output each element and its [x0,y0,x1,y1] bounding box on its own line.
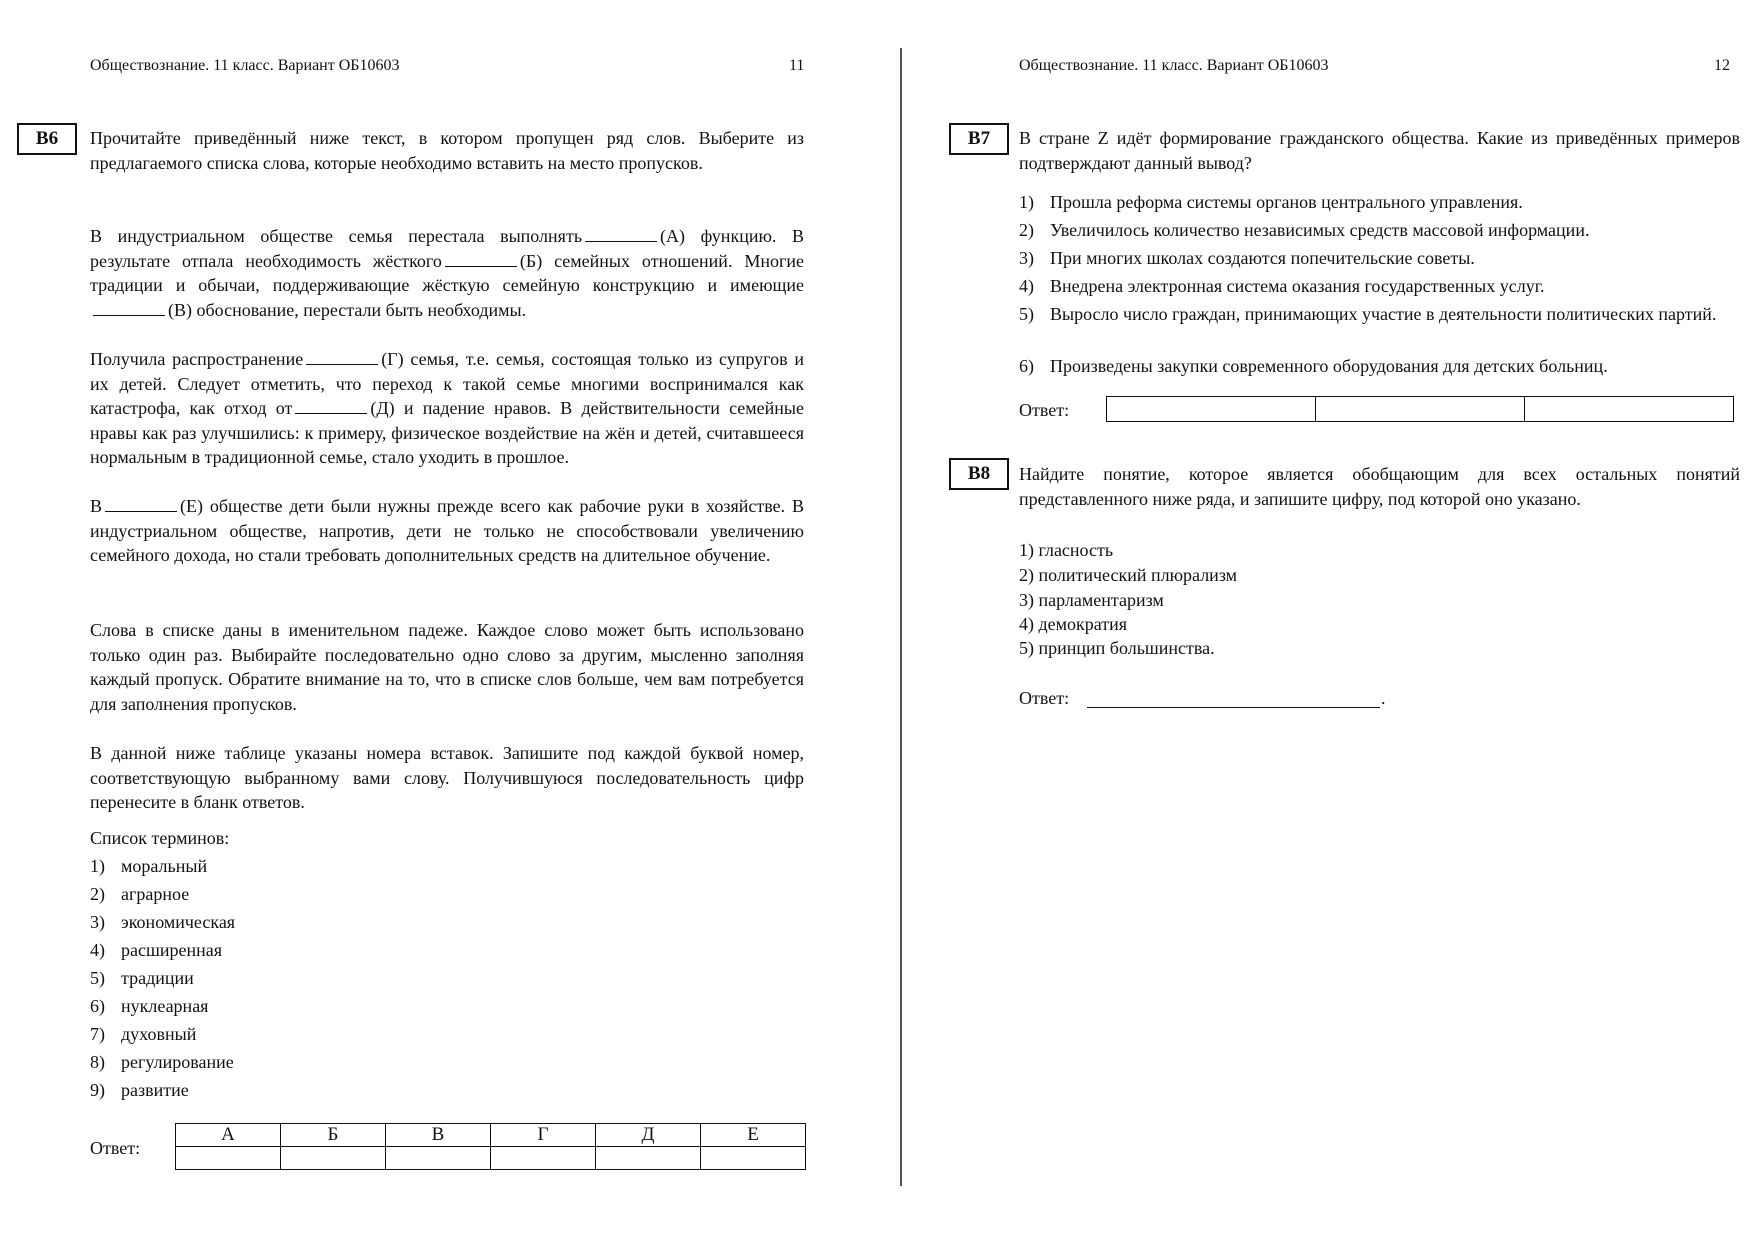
blank-c[interactable] [93,300,165,316]
right-header-title: Обществознание. 11 класс. Вариант ОБ10603 [1019,57,1329,74]
answer-letter-b: Б [281,1124,386,1147]
b7-answer-cell[interactable] [1316,397,1525,422]
term-item: 2) аграрное [90,884,190,904]
b7-option: 6) Произведены закупки современного оборудования для детских больниц. [1019,356,1608,376]
b7-answer-label: Ответ: [1019,400,1070,420]
answer-cells-row [176,1147,806,1170]
b7-answer-cell[interactable] [1107,397,1316,422]
b6-p2-b: (Г) семья, т.е. семья, состоящая только из супругов и их детей. Следует отметить, что переход к такой семье многими воспринимался как катастрофа, как отход от [90,349,804,418]
task-label-b8: B8 [949,458,1009,490]
b6-answer-table [175,1123,806,1170]
b8-option: 2) политический плюрализм [1019,565,1238,585]
b6-p1-c: (Б) семейных отношений. Многие традиции и обычаи, поддерживающие жёсткую семейную конструкцию и имеющие [90,250,804,295]
answer-letters-row [176,1124,806,1147]
b6-p1-a: В индустриальном обществе семья перестала выполнять [90,226,583,246]
page-divider [900,48,902,1186]
b6-p1-d: (В) обоснование, перестали быть необходимы. [168,299,527,320]
terms-title: Список терминов: [90,828,230,848]
answer-letter-v: В [386,1124,491,1147]
b8-option: 3) парламентаризм [1019,590,1164,610]
b8-question: Найдите понятие, которое является обобщающим для всех остальных понятий представленного ниже ряда, и запишите цифру, под которой оно указано. [1019,464,1740,509]
b7-option: 3) При многих школах создаются попечительские советы. [1019,248,1475,268]
blank-e[interactable] [105,496,177,512]
b8-option: 5) принцип большинства. [1019,638,1215,658]
blank-d[interactable] [295,398,367,414]
b6-p3-b: (Е) обществе дети были нужны прежде всего как рабочие руки в хозяйстве. В индустриальном обществе, напротив, дети не только не способствовали увеличению семейного дохода, но стали требовать дополнительных средств на длительное обучение. [90,496,804,565]
b6-passage-p1 [90,224,804,322]
b7-option: 4) Внедрена электронная система оказания государственных услуг. [1019,276,1545,296]
term-item: 1) моральный [90,856,208,876]
blank-b[interactable] [445,251,517,267]
term-item: 9) развитие [90,1080,189,1100]
right-page-number: 12 [1714,57,1730,74]
b8-answer-line[interactable] [1087,707,1380,708]
answer-cell-a[interactable] [176,1147,281,1170]
left-page-number: 11 [789,57,805,74]
b6-instructions-1: Слова в списке даны в именительном падеже. Каждое слово может быть использовано только один раз. Выбирайте последовательно одно слово за другим, мысленно заполняя каждый пропуск. Обратите внимание на то, что в списке слов больше, чем вам потребуется для заполнения пропусков. [90,620,804,714]
answer-cell-e[interactable] [701,1147,806,1170]
b7-answer-cell[interactable] [1525,397,1734,422]
b6-p3-a: В [90,496,103,516]
right-page [905,0,1754,1239]
answer-cell-v[interactable] [386,1147,491,1170]
answer-letter-e: Е [701,1124,806,1147]
task-label-b7: B7 [949,123,1009,155]
b6-intro: Прочитайте приведённый ниже текст, в котором пропущен ряд слов. Выберите из предлагаемого списка слова, которые необходимо вставить на место пропусков. [90,128,804,173]
b7-question: В стране Z идёт формирование гражданского общества. Какие из приведённых примеров подтверждают данный вывод? [1019,128,1740,173]
b7-option: 5) Выросло число граждан, принимающих участие в деятельности политических партий. [1019,304,1717,324]
b6-p1-b: (А) функцию. В результате отпала необходимость жёсткого [90,226,804,271]
term-item: 4) расширенная [90,940,222,960]
b8-answer-end: . [1381,688,1386,708]
b7-answer-row [1107,397,1734,422]
blank-g[interactable] [306,349,378,365]
b7-option: 1) Прошла реформа системы органов центрального управления. [1019,192,1523,212]
b6-p2-c: (Д) и падение нравов. В действительности семейные нравы как раз улучшились: к примеру, физическое воздействие на жён и детей, считавшееся нормальным в традиционной семье, стало уходить в прошлое. [90,398,804,467]
b8-option: 4) демократия [1019,614,1128,634]
term-item: 3) экономическая [90,912,236,932]
task-label-b6: B6 [17,123,77,155]
answer-letter-a: А [176,1124,281,1147]
answer-letter-g: Г [491,1124,596,1147]
b6-instructions-2: В данной ниже таблице указаны номера вставок. Запишите под каждой буквой номер, соответствующую выбранному вами слову. Получившуюся последовательность цифр перенесите в бланк ответов. [90,743,804,812]
blank-a[interactable] [585,226,657,242]
b8-option: 1) гласность [1019,540,1114,560]
term-item: 5) традиции [90,968,194,988]
term-item: 7) духовный [90,1024,197,1044]
b6-passage-p3 [90,494,804,568]
b6-passage-p2 [90,347,804,470]
b7-option: 2) Увеличилось количество независимых средств массовой информации. [1019,220,1590,240]
answer-letter-d: Д [596,1124,701,1147]
b6-p2-a: Получила распространение [90,349,304,369]
term-item: 8) регулирование [90,1052,234,1072]
left-header-title: Обществознание. 11 класс. Вариант ОБ10603 [90,57,400,74]
b7-answer-table [1106,396,1734,422]
term-item: 6) нуклеарная [90,996,209,1016]
b6-answer-label: Ответ: [90,1138,141,1158]
answer-cell-b[interactable] [281,1147,386,1170]
answer-cell-g[interactable] [491,1147,596,1170]
b8-answer-label: Ответ: [1019,688,1070,708]
answer-cell-d[interactable] [596,1147,701,1170]
